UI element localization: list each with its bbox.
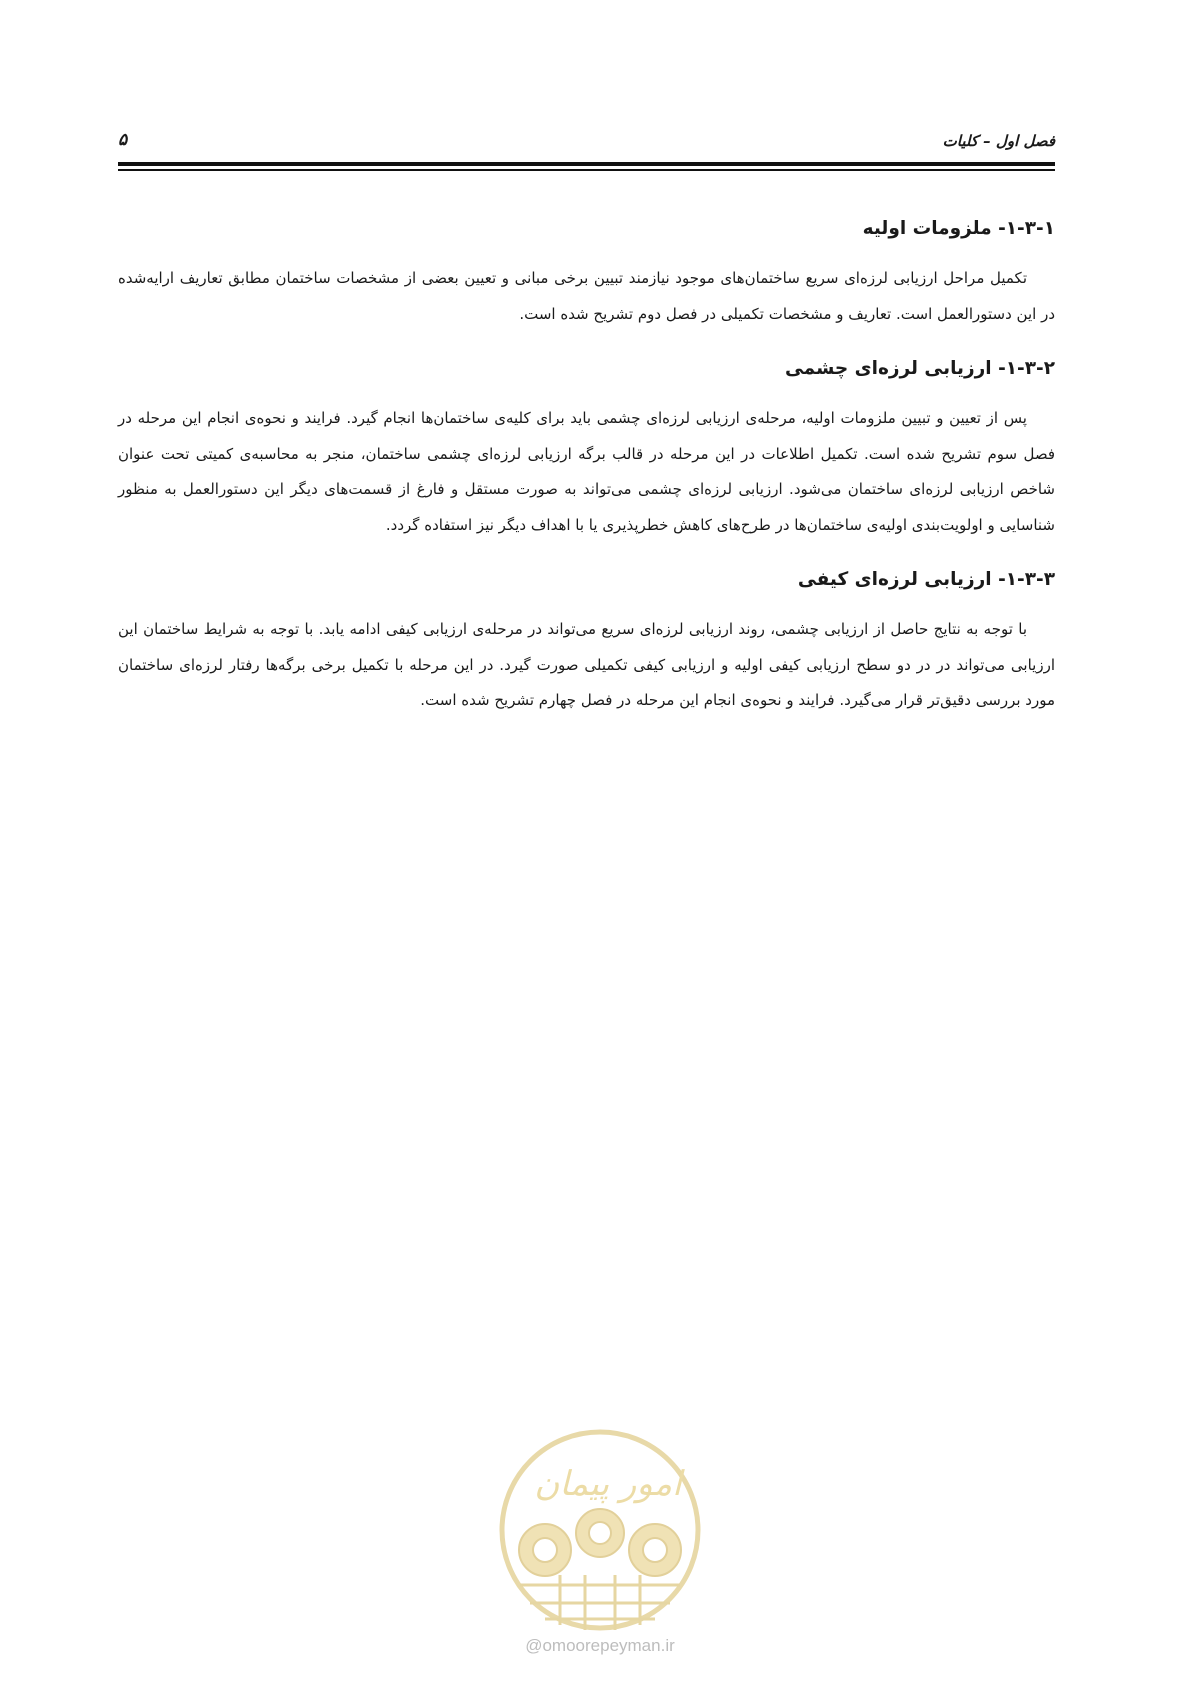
document-body [118,212,1055,739]
header-rule-thick [118,162,1055,166]
section-paragraph: پس از تعیین و تبیین ملزومات اولیه، مرحله‌ی ارزیابی لرزه‌ای چشمی باید برای کلیه‌ی ساختمان‌ها انجام گیرد. فرایند و نحوه‌ی انجام این مرحله در فصل سوم تشریح شده است. تکمیل اطلاعات در این مرحله در قالب برگه ارزیابی لرزه‌ای چشمی ساختمان، منجر به محاسبه‌ی کمیتی تحت عنوان شاخص ارزیابی لرزه‌ای ساختمان می‌شود. ارزیابی لرزه‌ای چشمی می‌تواند به صورت مستقل و فارغ از قسمت‌های دیگر این دستورالعمل به منظور شناسایی و اولویت‌بندی اولیه‌ی ساختمان‌ها در طرح‌های کاهش خطرپذیری یا با اهداف دیگر نیز استفاده گردد. [118,409,1055,534]
section-qualitative-assessment [118,563,1055,719]
section-paragraph: با توجه به نتایج حاصل از ارزیابی چشمی، روند ارزیابی لرزه‌ای سریع می‌تواند در مرحله‌ی ارزیابی کیفی ادامه یابد. با توجه به شرایط ساختمان این ارزیابی می‌تواند در در دو سطح ارزیابی کیفی اولیه و ارزیابی کیفی تکمیلی صورت گیرد. در این مرحله با تکمیل برخی برگه‌ها رفتار لرزه‌ای ساختمان مورد بررسی دقیق‌تر قرار می‌گیرد. فرایند و نحوه‌ی انجام این مرحله در فصل چهارم تشریح شده است. [118,620,1055,709]
section-heading: ۱-۳-۲- ارزیابی لرزه‌ای چشمی [784,358,1055,379]
section-visual-assessment [118,352,1055,543]
section-heading: ۱-۳-۳- ارزیابی لرزه‌ای کیفی [797,569,1055,590]
section-paragraph: تکمیل مراحل ارزیابی لرزه‌ای سریع ساختمان‌های موجود نیازمند تبیین برخی مبانی و تعیین بعضی از مشخصات ساختمان مطابق تعاریف ارایه‌شده در این دستورالعمل است. تعاریف و مشخصات تکمیلی در فصل دوم تشریح شده است. [118,269,1055,323]
section-initial-requirements [118,212,1055,332]
watermark-logo-text: امور پیمان [534,1464,682,1504]
header-rule-thin [118,169,1055,171]
page-number: ۵ [118,130,128,150]
chapter-title: فصل اول – کلیات [942,132,1055,150]
page-header [118,124,1055,154]
section-heading: ۱-۳-۱- ملزومات اولیه [862,218,1055,239]
gear-scales-logo-icon [490,1425,710,1635]
watermark-caption: @omoorepeyman.ir [525,1636,675,1655]
